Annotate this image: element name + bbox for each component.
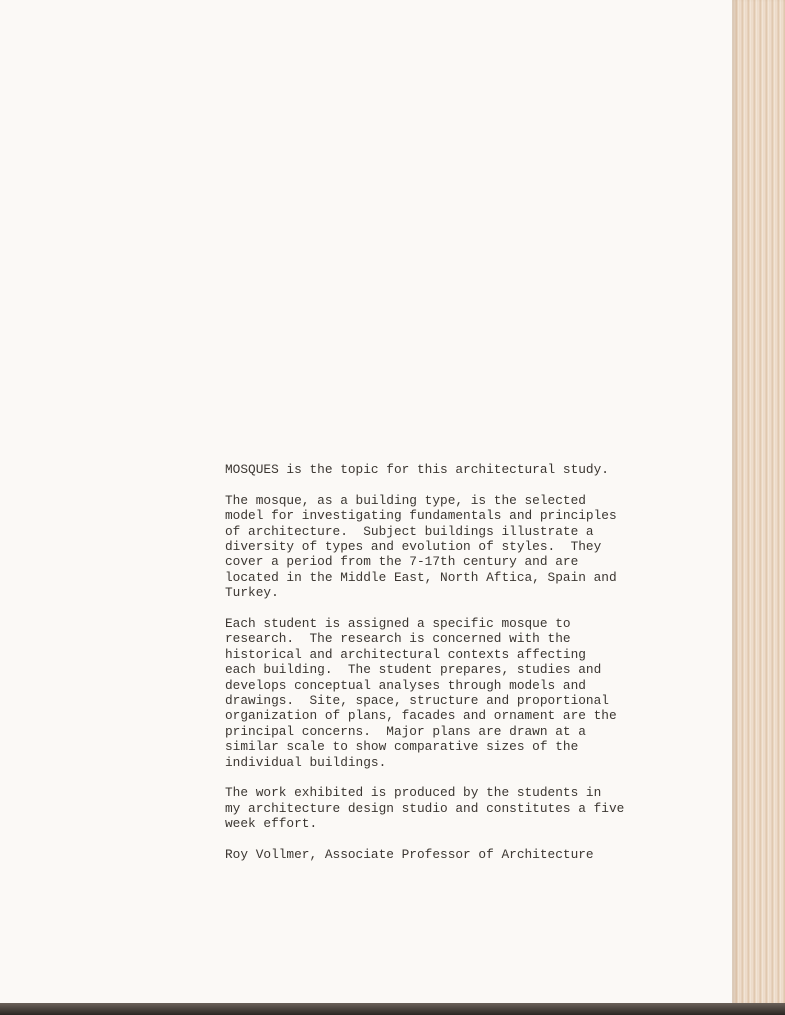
- text-line: develops conceptual analyses through models and: [225, 677, 586, 693]
- text-line: located in the Middle East, North Aftica, Spain and: [225, 569, 617, 585]
- text-line: of architecture. Subject buildings illustrate a: [225, 523, 594, 539]
- paragraph-building-type: [225, 493, 645, 601]
- intro-text: MOSQUES is the topic for this architectural study.: [225, 462, 609, 477]
- text-line: Turkey.: [225, 585, 279, 601]
- text-line: The mosque, as a building type, is the selected: [225, 492, 586, 508]
- text-line: The work exhibited is produced by the students in: [225, 785, 602, 801]
- text-line: model for investigating fundamentals and principles: [225, 508, 617, 524]
- book-page-edges: [732, 0, 785, 1003]
- text-line: individual buildings.: [225, 754, 387, 770]
- text-line: principal concerns. Major plans are drawn at a: [225, 723, 586, 739]
- text-line: Each student is assigned a specific mosque to: [225, 616, 571, 632]
- typed-statement: [225, 462, 645, 863]
- text-line: historical and architectural contexts affecting: [225, 646, 586, 662]
- signature-text: Roy Vollmer, Associate Professor of Architecture: [225, 847, 594, 863]
- text-line: research. The research is concerned with the: [225, 631, 571, 647]
- paragraph-research: [225, 616, 645, 770]
- paragraph-work-exhibited: [225, 785, 645, 831]
- text-line: drawings. Site, space, structure and proportional: [225, 693, 609, 709]
- intro-line: [225, 462, 645, 477]
- text-line: cover a period from the 7-17th century and are: [225, 554, 579, 570]
- text-line: similar scale to show comparative sizes of the: [225, 739, 579, 755]
- text-line: week effort.: [225, 816, 318, 832]
- author-signature: [225, 847, 645, 862]
- text-line: diversity of types and evolution of styles. They: [225, 539, 602, 555]
- text-line: organization of plans, facades and ornament are the: [225, 708, 617, 724]
- text-line: my architecture design studio and constitutes a five: [225, 800, 625, 816]
- text-line: each building. The student prepares, studies and: [225, 662, 602, 678]
- bottom-edge-shadow: [0, 1003, 785, 1015]
